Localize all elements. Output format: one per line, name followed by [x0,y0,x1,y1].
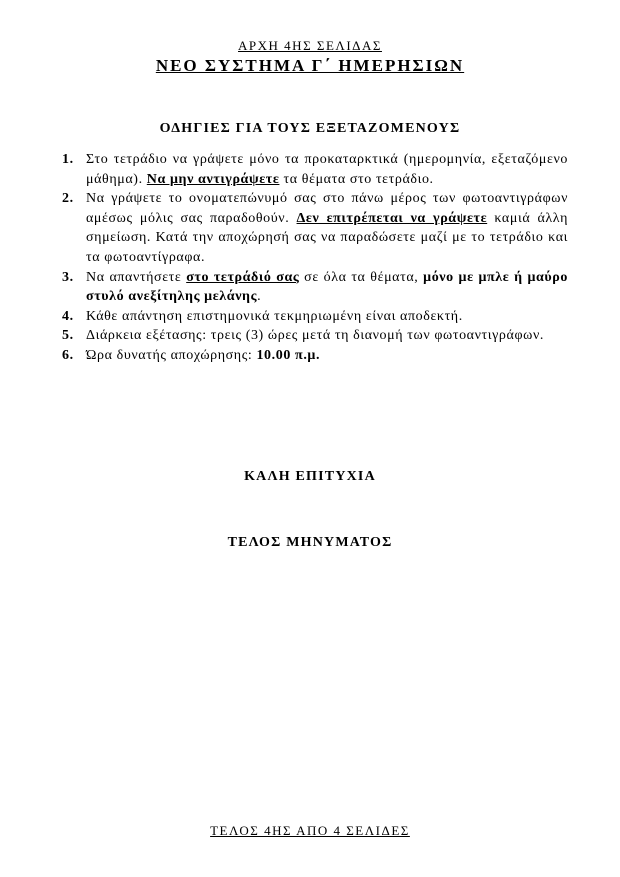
item-text: Να απαντήσετε [86,269,187,285]
item-bold: 10.00 π.μ. [256,347,321,363]
item-text: Ώρα δυνατής αποχώρησης: [86,347,257,363]
item-text: καμιά άλλη σημείωση. Κατά την αποχώρησή σας να παραδώσετε μαζί με το τετράδιο και τα φωτοαντίγραφα. [86,210,568,265]
item-number: 6. [62,347,74,363]
item-text: τα θέματα στο τετράδιο. [279,171,434,187]
item-number: 1. [62,152,74,167]
instructions-title: ΟΔΗΓΙΕΣ ΓΙΑ ΤΟΥΣ ΕΞΕΤΑΖΟΜΕΝΟΥΣ [159,121,461,136]
item-text: Διάρκεια εξέτασης: τρεις (3) ώρες μετά τη διανομή των φωτοαντιγράφων. [86,328,544,344]
item-number: 3. [62,269,74,285]
item-emphasis: στο τετράδιό σας [186,269,300,285]
list-item [62,189,568,267]
page-start-header: ΑΡΧΗ 4ΗΣ ΣΕΛΙΔΑΣ [238,38,382,53]
list-item [62,307,568,327]
item-number: 2. [62,191,74,207]
item-text: Στο τετράδιο να γράψετε μόνο τα προκαταρκτικά (ημερομηνία, εξεταζόμενο μάθημα). [86,152,568,187]
instructions-list [62,150,568,366]
list-item [62,326,568,346]
item-emphasis: Να μην αντιγράψετε [146,171,280,187]
item-text: . [257,289,262,305]
item-number: 4. [62,308,74,324]
item-bold: μόνο με μπλε ή μαύρο στυλό ανεξίτηλης μελάνης [86,269,568,305]
page-end-footer: ΤΕΛΟΣ 4ΗΣ ΑΠΟ 4 ΣΕΛΙΔΕΣ [210,823,410,838]
item-emphasis: Δεν επιτρέπεται να γράψετε [296,210,488,226]
system-title: ΝΕΟ ΣΥΣΤΗΜΑ Γ΄ ΗΜΕΡΗΣΙΩΝ [155,56,465,75]
list-item [62,268,568,307]
list-item [62,346,568,366]
item-text: Κάθε απάντηση επιστημονικά τεκμηριωμένη είναι αποδεκτή. [86,308,463,324]
good-luck-text: ΚΑΛΗ ΕΠΙΤΥΧΙΑ [244,469,376,484]
item-text: Να γράψετε το ονοματεπώνυμό σας στο πάνω μέρος των φωτοαντιγράφων αμέσως μόλις σας παραδοθούν. [86,191,568,226]
item-number: 5. [62,328,74,344]
end-message-text: ΤΕΛΟΣ ΜΗΝΥΜΑΤΟΣ [227,535,393,550]
list-item [62,150,568,189]
item-text: σε όλα τα θέματα, [299,269,424,285]
